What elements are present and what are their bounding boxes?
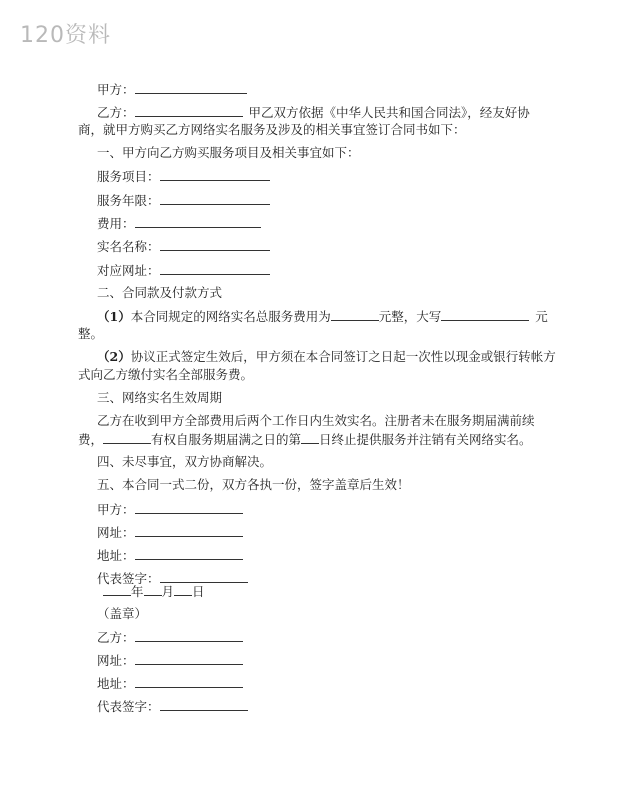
field-service-item: 服务项目：	[97, 168, 270, 185]
section3-line1: 乙方在收到甲方全部费用后两个工作日内生效实名。注册者未在服务期届满前续	[97, 413, 535, 428]
renewal-party-blank[interactable]	[103, 431, 151, 444]
sign-a-party-blank[interactable]	[135, 501, 243, 514]
item2-number: （2）	[97, 349, 131, 364]
party-b-label: 乙方：	[97, 105, 135, 120]
party-b-intro-line1	[97, 104, 530, 121]
fee-in-words-blank[interactable]	[441, 308, 529, 321]
sign-b-address-blank[interactable]	[135, 675, 243, 688]
item1-number: （1）	[97, 309, 131, 324]
sign-a-address: 地址：	[97, 547, 243, 564]
sign-a-rep-blank[interactable]	[160, 570, 248, 583]
section2-item1-line2: 整。	[78, 326, 104, 341]
sign-b-address: 地址：	[97, 675, 243, 692]
sign-b-rep: 代表签字：	[97, 698, 248, 715]
section2-item2-line2: 式向乙方缴付实名全部服务费。	[78, 367, 254, 382]
day-blank[interactable]	[174, 583, 192, 596]
sign-a-site-blank[interactable]	[135, 524, 243, 537]
field-fee: 费用：	[97, 215, 261, 232]
days-blank[interactable]	[301, 431, 319, 444]
section2-item2-line1: （2）协议正式签定生效后，甲方须在本合同签订之日起一次性以现金或银行转帐方	[97, 349, 556, 364]
fee-blank[interactable]	[135, 215, 261, 228]
total-fee-blank[interactable]	[331, 308, 379, 321]
section3-line2: 费， 有权自服务期届满之日的第 日终止提供服务并注销有关网络实名。	[78, 432, 532, 447]
field-service-years: 服务年限：	[97, 192, 270, 209]
section3-heading: 三、网络实名生效周期	[97, 390, 223, 405]
seal-label: （盖章）	[97, 606, 148, 621]
section1-heading: 一、甲方向乙方购买服务项目及相关事宜如下：	[97, 145, 360, 160]
month-blank[interactable]	[144, 583, 162, 596]
sign-b-site-blank[interactable]	[135, 652, 243, 665]
sign-a-rep: 代表签字：	[97, 570, 248, 587]
sign-a-party: 甲方：	[97, 501, 243, 518]
year-blank[interactable]	[103, 583, 131, 596]
party-b-intro-text: 甲乙双方依据《中华人民共和国合同法》，经友好协	[248, 105, 530, 120]
party-a-blank[interactable]	[135, 81, 247, 94]
real-name-blank[interactable]	[160, 238, 270, 251]
url-blank[interactable]	[160, 262, 270, 275]
service-item-blank[interactable]	[160, 168, 270, 181]
sign-b-party: 乙方：	[97, 629, 243, 646]
field-real-name: 实名名称：	[97, 238, 270, 255]
section2-heading: 二、合同款及付款方式	[97, 285, 223, 300]
service-years-blank[interactable]	[160, 192, 270, 205]
sign-a-address-blank[interactable]	[135, 547, 243, 560]
sign-b-rep-blank[interactable]	[160, 698, 248, 711]
section2-item1-line1: （1）本合同规定的网络实名总服务费用为 元整，大写 元	[97, 309, 548, 324]
section4-heading: 四、未尽事宜，双方协商解决。	[97, 454, 273, 469]
party-a-line	[97, 81, 247, 98]
field-url: 对应网址：	[97, 262, 270, 279]
sign-a-site: 网址：	[97, 524, 243, 541]
party-a-label: 甲方：	[97, 82, 135, 97]
watermark: 120资料	[20, 23, 111, 48]
date-line: 年 月 日	[103, 583, 205, 600]
party-b-intro-line2: 商，就甲方购买乙方网络实名服务及涉及的相关事宜签订合同书如下：	[78, 122, 466, 137]
sign-b-site: 网址：	[97, 652, 243, 669]
party-b-blank[interactable]	[135, 104, 243, 117]
sign-b-party-blank[interactable]	[135, 629, 243, 642]
section5-heading: 五、本合同一式二份，双方各执一份，签字盖章后生效！	[97, 477, 410, 492]
